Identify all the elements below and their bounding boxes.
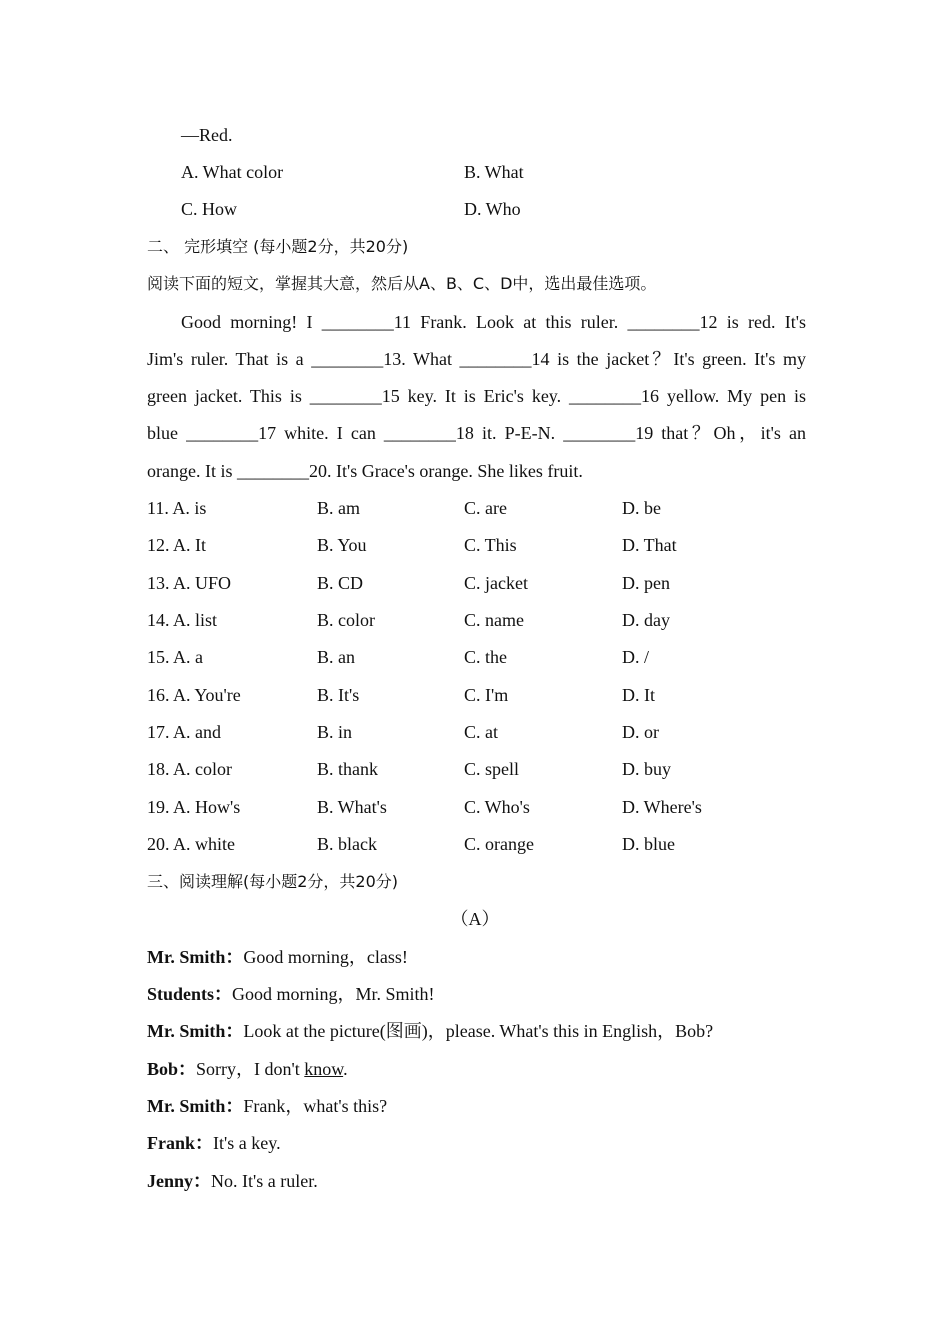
dialogue-line	[147, 1095, 387, 1117]
option-b: B. You	[317, 535, 367, 555]
dialogue-line	[147, 1170, 318, 1192]
option-c: C. are	[464, 498, 507, 518]
dialogue-line	[147, 983, 435, 1005]
option-d: D. blue	[622, 834, 675, 854]
option-d: D. or	[622, 722, 659, 742]
option-c: C. the	[464, 647, 507, 667]
option-a: 11. A. is	[147, 498, 207, 518]
dialogue-text: Frank，what's this?	[243, 1096, 388, 1116]
option-b: B. It's	[317, 685, 360, 705]
option-a: 15. A. a	[147, 647, 203, 667]
option-d: D. be	[622, 498, 661, 518]
dialogue-text: No. It's a ruler.	[211, 1171, 318, 1191]
dialogue-text-end: .	[343, 1059, 348, 1079]
q10-option-a: A. What color	[181, 162, 284, 182]
option-a: 13. A. UFO	[147, 573, 232, 593]
option-b: B. in	[317, 722, 353, 742]
speaker-name: Bob：	[147, 1059, 197, 1079]
dialogue-line	[147, 1132, 281, 1154]
dialogue-text: Good morning，class!	[243, 947, 408, 967]
option-c: C. name	[464, 610, 524, 630]
option-c: C. at	[464, 722, 498, 742]
option-d: D. That	[622, 535, 677, 555]
option-b: B. am	[317, 498, 360, 518]
option-d: D. buy	[622, 759, 671, 779]
section3-heading: 三、阅读理解(每小题2分，共20分)	[147, 872, 399, 891]
section2-instruction: 阅读下面的短文，掌握其大意，然后从A、B、C、D中，选出最佳选项。	[147, 274, 657, 293]
option-b: B. color	[317, 610, 375, 630]
passage-line: blue ________17 white. I can ________18 it. P-E-N. ________19 that？Oh，it's an	[147, 423, 806, 443]
dialogue-text: Look at the picture(图画)，please. What's this in English，Bob?	[243, 1021, 714, 1041]
part-label: （A）	[450, 909, 500, 929]
dialogue-text: Good morning，Mr. Smith!	[232, 984, 435, 1004]
passage-line: green jacket. This is ________15 key. It is Eric's key. ________16 yellow. My pen is	[147, 386, 806, 406]
option-c: C. I'm	[464, 685, 509, 705]
q10-option-c: C. How	[181, 199, 238, 219]
option-a: 18. A. color	[147, 759, 232, 779]
underlined-word: know	[304, 1059, 344, 1079]
option-b: B. an	[317, 647, 355, 667]
option-c: C. spell	[464, 759, 520, 779]
option-a: 17. A. and	[147, 722, 221, 742]
speaker-name: Mr. Smith：	[147, 947, 244, 967]
option-d: D. pen	[622, 573, 670, 593]
dialogue-text: It's a key.	[213, 1133, 281, 1153]
option-a: 14. A. list	[147, 610, 218, 630]
option-b: B. black	[317, 834, 377, 854]
option-b: B. CD	[317, 573, 364, 593]
passage-line: orange. It is ________20. It's Grace's orange. She likes fruit.	[147, 461, 583, 481]
option-c: C. jacket	[464, 573, 528, 593]
option-d: D. /	[622, 647, 649, 667]
passage-line: Jim's ruler. That is a ________13. What ________14 is the jacket？It's green. It's my	[147, 349, 806, 369]
option-c: C. orange	[464, 834, 534, 854]
option-b: B. thank	[317, 759, 378, 779]
q10-option-d: D. Who	[464, 199, 521, 219]
option-c: C. Who's	[464, 797, 530, 817]
option-a: 16. A. You're	[147, 685, 241, 705]
section2-heading: 二、 完形填空 (每小题2分，共20分)	[147, 237, 409, 256]
option-d: D. day	[622, 610, 670, 630]
dialogue-line	[147, 1058, 348, 1080]
speaker-name: Frank：	[147, 1133, 214, 1153]
option-a: 12. A. It	[147, 535, 207, 555]
dialogue-text: Sorry，I don't	[196, 1059, 305, 1079]
passage-line: Good morning! I ________11 Frank. Look at this ruler. ________12 is red. It's	[181, 312, 806, 332]
option-b: B. What's	[317, 797, 387, 817]
speaker-name: Jenny：	[147, 1171, 212, 1191]
speaker-name: Mr. Smith：	[147, 1096, 244, 1116]
dialogue-line	[147, 1020, 713, 1042]
q10-option-b: B. What	[464, 162, 524, 182]
q10-answer: —Red.	[181, 125, 233, 145]
option-c: C. This	[464, 535, 517, 555]
speaker-name: Students：	[147, 984, 233, 1004]
option-a: 19. A. How's	[147, 797, 241, 817]
dialogue-line	[147, 946, 408, 968]
option-d: D. It	[622, 685, 655, 705]
option-a: 20. A. white	[147, 834, 235, 854]
speaker-name: Mr. Smith：	[147, 1021, 244, 1041]
option-d: D. Where's	[622, 797, 702, 817]
